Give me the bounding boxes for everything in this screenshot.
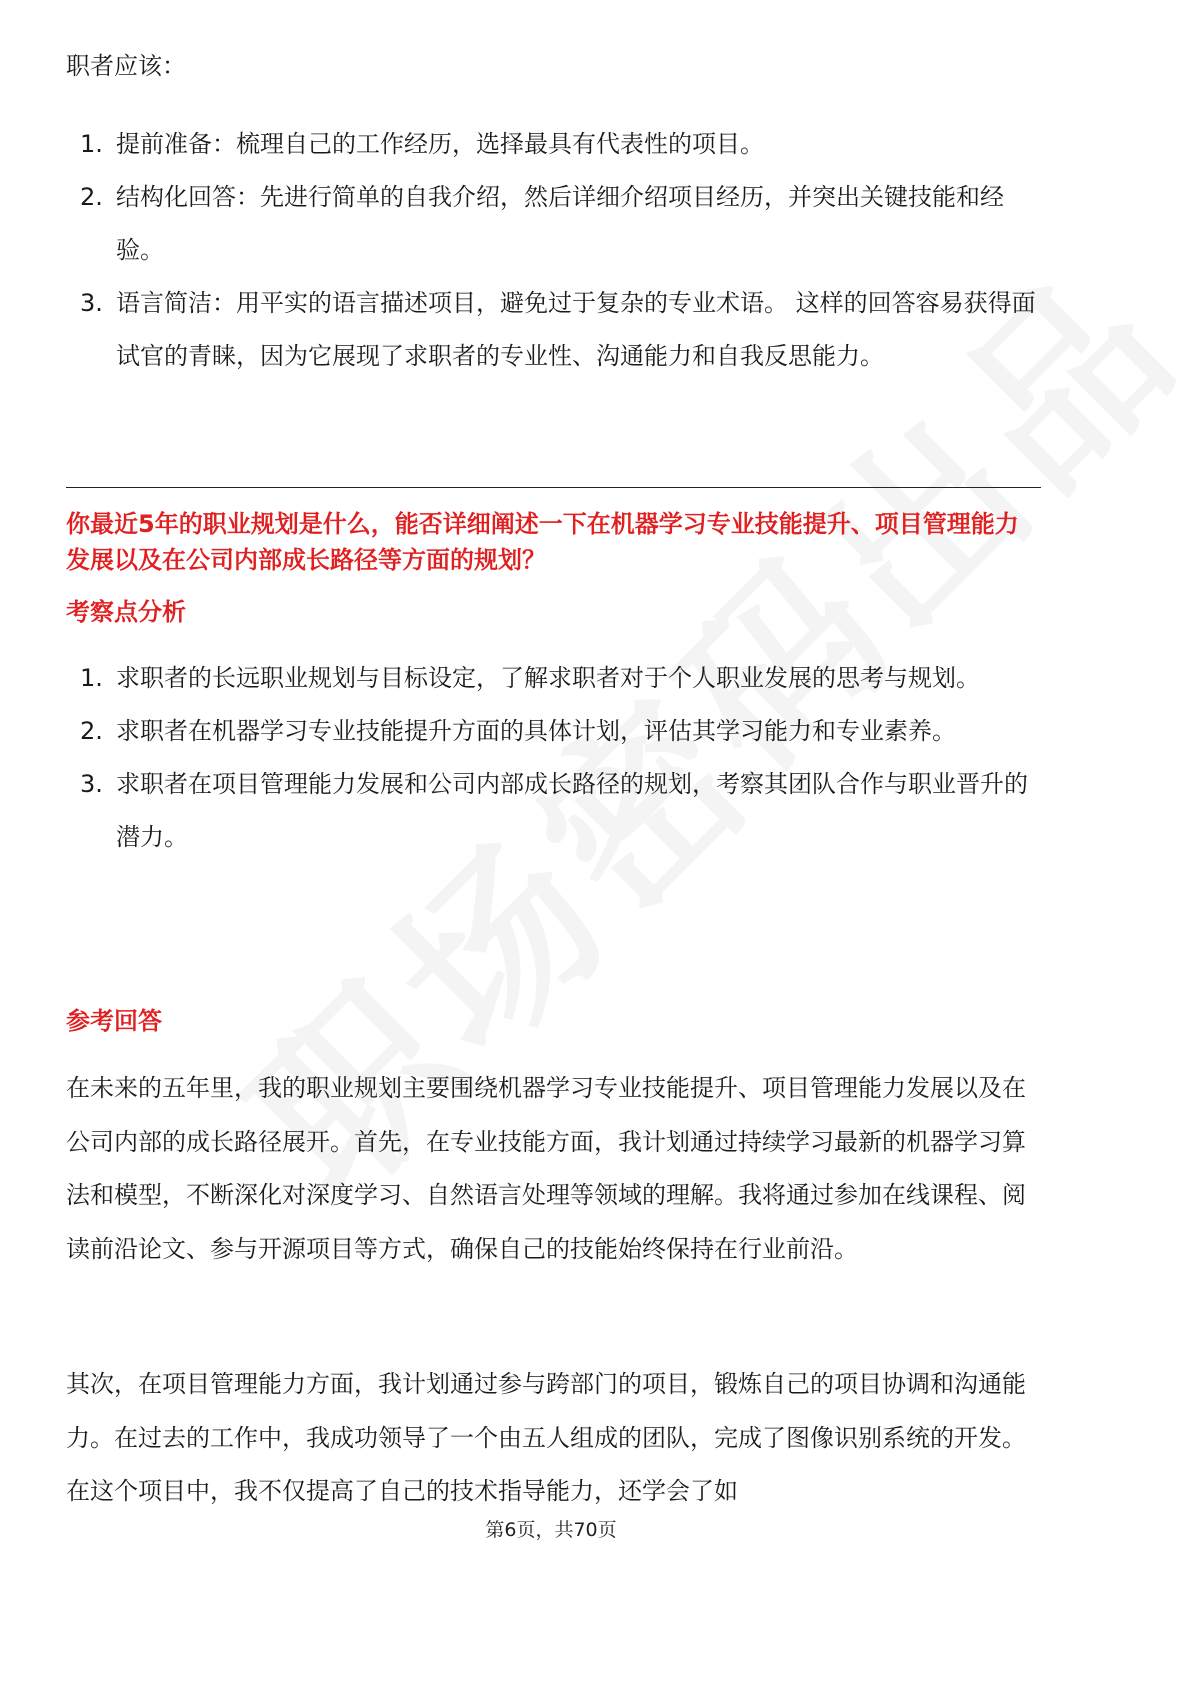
list-item-text: 语言简洁：用平实的语言描述项目，避免过于复杂的专业术语。 这样的回答容易获得面试官的青睐，因为它展现了求职者的专业性、沟通能力和自我反思能力。 xyxy=(116,289,1036,370)
list-item xyxy=(66,118,1041,171)
list-item xyxy=(66,758,1041,864)
list-item xyxy=(66,652,1041,705)
tips-list xyxy=(66,118,1041,383)
analysis-list xyxy=(66,652,1041,864)
question-heading: 你最近5年的职业规划是什么，能否详细阐述一下在机器学习专业技能提升、项目管理能力发展以及在公司内部成长路径等方面的规划？ xyxy=(66,510,1019,574)
list-number: 1. xyxy=(80,130,103,158)
list-item-text: 求职者在机器学习专业技能提升方面的具体计划，评估其学习能力和专业素养。 xyxy=(116,717,956,745)
list-item-text: 结构化回答：先进行简单的自我介绍，然后详细介绍项目经历，并突出关键技能和经验。 xyxy=(116,183,1004,264)
analysis-heading: 考察点分析 xyxy=(66,598,186,626)
list-item-text: 提前准备：梳理自己的工作经历，选择最具有代表性的项目。 xyxy=(116,130,764,158)
list-number: 1. xyxy=(80,664,103,692)
page-footer: 第6页，共70页 xyxy=(485,1519,617,1541)
list-item xyxy=(66,277,1041,383)
list-item-text: 求职者在项目管理能力发展和公司内部成长路径的规划，考察其团队合作与职业晋升的潜力。 xyxy=(116,770,1028,851)
list-number: 2. xyxy=(80,183,103,211)
answer-paragraph: 其次，在项目管理能力方面，我计划通过参与跨部门的项目，锻炼自己的项目协调和沟通能力。在过去的工作中，我成功领导了一个由五人组成的团队，完成了图像识别系统的开发。在这个项目中，我不仅提高了自己的技术指导能力，还学会了如 xyxy=(66,1370,1026,1505)
list-item xyxy=(66,171,1041,277)
list-number: 2. xyxy=(80,717,103,745)
list-item-text: 求职者的长远职业规划与目标设定，了解求职者对于个人职业发展的思考与规划。 xyxy=(116,664,980,692)
section-divider xyxy=(66,487,1041,488)
list-number: 3. xyxy=(80,289,103,317)
answer-heading: 参考回答 xyxy=(66,1007,162,1035)
answer-paragraph: 在未来的五年里，我的职业规划主要围绕机器学习专业技能提升、项目管理能力发展以及在公司内部的成长路径展开。首先，在专业技能方面，我计划通过持续学习最新的机器学习算法和模型，不断深化对深度学习、自然语言处理等领域的理解。我将通过参加在线课程、阅读前沿论文、参与开源项目等方式，确保自己的技能始终保持在行业前沿。 xyxy=(66,1074,1026,1263)
intro-text: 职者应该： xyxy=(66,52,186,80)
list-number: 3. xyxy=(80,770,103,798)
list-item xyxy=(66,705,1041,758)
